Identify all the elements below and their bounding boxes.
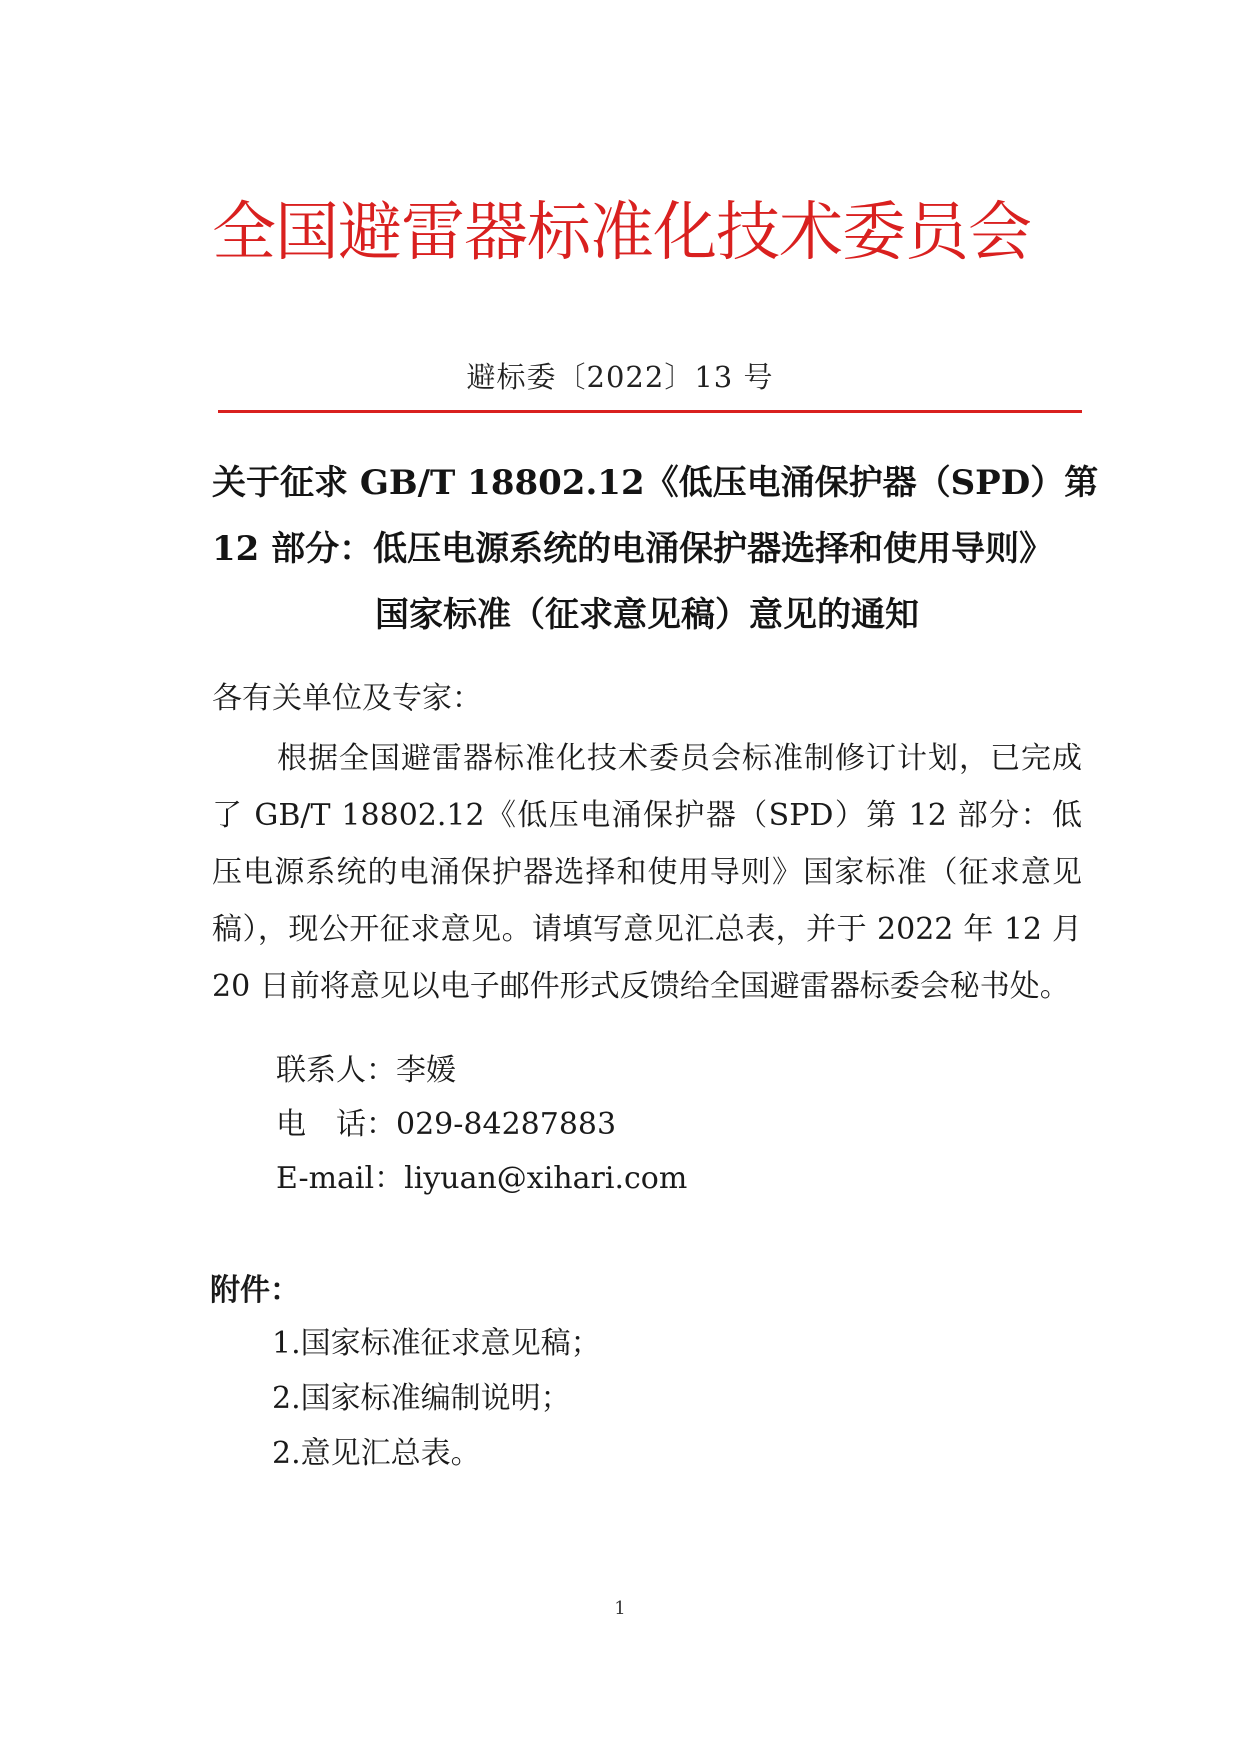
contact-email-label: E-mail： [276, 1161, 405, 1196]
page-number: 1 [614, 1598, 626, 1619]
contact-person-label: 联系人： [276, 1053, 396, 1088]
contact-person-value: 李媛 [396, 1053, 456, 1088]
attachment-item-1: 1.国家标准征求意见稿； [272, 1326, 601, 1361]
document-number: 避标委〔2022〕13 号 [466, 360, 774, 394]
body-paragraph [212, 730, 1082, 1015]
contact-phone-label: 电 话： [276, 1107, 396, 1142]
red-divider [218, 410, 1082, 413]
body-paragraph-text: 根据全国避雷器标准化技术委员会标准制修订计划，已完成了 GB/T 18802.12《低压电涌保护器（SPD）第 12 部分：低压电源系统的电涌保护器选择和使用导则》国家标准（征求意见稿），现公开征求意见。请填写意见汇总表，并于 2022 年 12 月 20 日前将意见以电子邮件形式反馈给全国避雷器标委会秘书处。 [212, 741, 1082, 1004]
contact-phone-row [276, 1098, 616, 1152]
salutation: 各有关单位及专家： [212, 681, 482, 716]
attachment-item-3: 2.意见汇总表。 [272, 1436, 481, 1471]
contact-person-row [276, 1044, 456, 1098]
notice-title-line-3: 国家标准（征求意见稿）意见的通知 [375, 595, 919, 635]
notice-title-line-1: 关于征求 GB/T 18802.12《低压电涌保护器（SPD）第 [212, 463, 1099, 503]
contact-email-row [276, 1152, 687, 1206]
contact-phone-value: 029-84287883 [396, 1107, 617, 1142]
attachments-heading: 附件： [210, 1273, 300, 1308]
notice-title [212, 450, 1099, 648]
notice-title-line-2: 12 部分：低压电源系统的电涌保护器选择和使用导则》 [212, 529, 1054, 569]
attachment-item-2: 2.国家标准编制说明； [272, 1381, 571, 1416]
contact-email-value: liyuan@xihari.com [404, 1161, 688, 1196]
organization-title: 全国避雷器标准化技术委员会 [212, 196, 1031, 270]
